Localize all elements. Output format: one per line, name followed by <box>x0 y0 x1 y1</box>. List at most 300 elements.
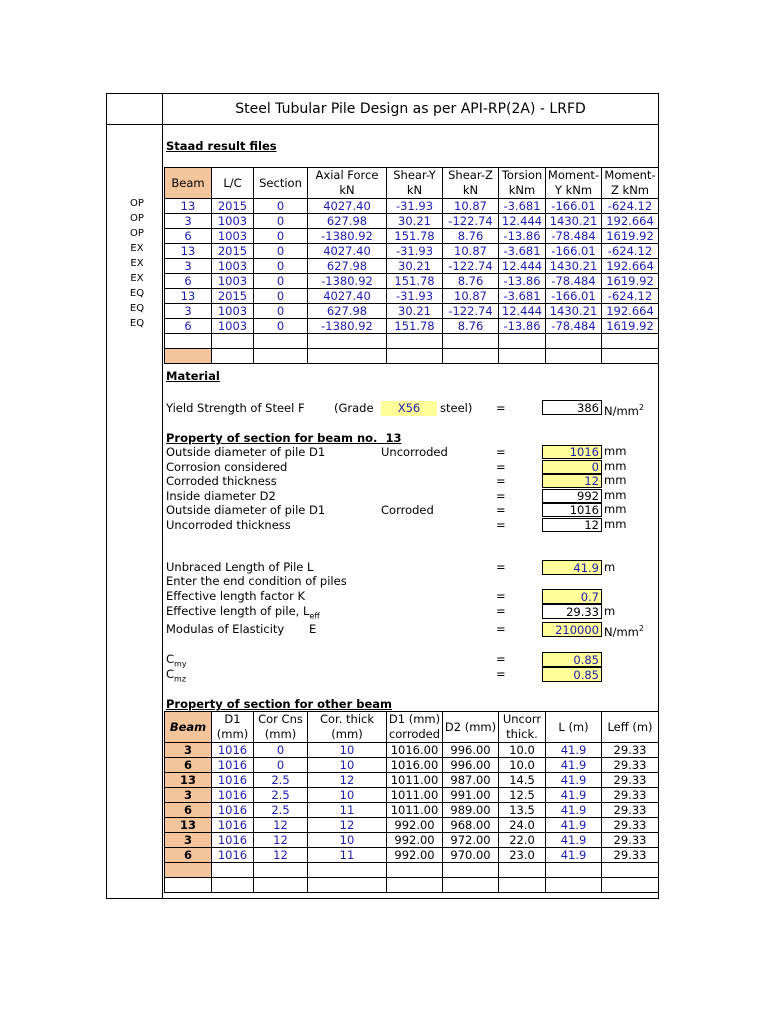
other-header-cell-line1: D1 <box>224 712 241 726</box>
empty-cell <box>499 863 546 878</box>
staad-cell: 13 <box>165 244 212 259</box>
other-cell: 11 <box>308 848 387 863</box>
effective-length-factor-label: Effective length factor K <box>166 589 306 603</box>
table-row <box>165 833 659 848</box>
other-cell: 0 <box>254 743 308 758</box>
staad-cell: 8.76 <box>443 229 499 244</box>
staad-cell: 1003 <box>212 274 254 289</box>
other-beam-heading: Property of section for other beam <box>166 697 393 711</box>
other-cell: 24.0 <box>499 818 546 833</box>
staad-header-cell-line2: kN <box>339 183 355 197</box>
staad-cell: 0 <box>254 214 308 229</box>
equals-sign: = <box>496 445 506 459</box>
staad-header-cell <box>546 168 602 199</box>
staad-cell: -1380.92 <box>308 319 387 334</box>
staad-cell: -1380.92 <box>308 274 387 289</box>
yield-strength-value: 386 <box>542 400 602 415</box>
load-case-label: OP <box>130 228 144 239</box>
other-cell: 1016 <box>212 788 254 803</box>
other-cell: 14.5 <box>499 773 546 788</box>
other-header-cell-line2: corroded <box>388 727 441 741</box>
cmy-input[interactable]: 0.85 <box>542 652 602 667</box>
unbraced-length-input[interactable]: 41.9 <box>542 560 602 575</box>
other-cell: 12.5 <box>499 788 546 803</box>
empty-cell <box>165 334 212 349</box>
section-beam-number: 13 <box>385 431 402 445</box>
other-cell: 1016 <box>212 818 254 833</box>
staad-cell: 151.78 <box>387 274 443 289</box>
load-case-label: EX <box>130 258 144 269</box>
modulus-elasticity-symbol: E <box>309 622 317 636</box>
other-cell: 13 <box>165 818 212 833</box>
equals-sign: = <box>496 622 506 636</box>
other-cell: 12 <box>254 818 308 833</box>
empty-cell <box>212 349 254 364</box>
staad-cell: 1430.21 <box>546 259 602 274</box>
staad-header-cell <box>387 168 443 199</box>
staad-cell: -78.484 <box>546 274 602 289</box>
staad-cell: 12.444 <box>499 304 546 319</box>
other-cell: 41.9 <box>546 758 602 773</box>
other-cell: 1016 <box>212 743 254 758</box>
staad-cell: 192.664 <box>602 214 659 229</box>
staad-cell: 6 <box>165 274 212 289</box>
cmz-label: $C_{mz}$ <box>166 667 187 684</box>
other-cell: 41.9 <box>546 803 602 818</box>
other-cell: 1011.00 <box>387 773 443 788</box>
staad-header-cell-line1: Shear-Z <box>448 168 493 182</box>
other-cell: 29.33 <box>602 833 659 848</box>
section-row-note: Uncorroded <box>381 445 448 459</box>
other-cell: 41.9 <box>546 818 602 833</box>
grade-close-label: steel) <box>440 401 473 415</box>
staad-cell: 1619.92 <box>602 319 659 334</box>
other-cell: 29.33 <box>602 818 659 833</box>
other-cell: 41.9 <box>546 788 602 803</box>
table-row <box>165 818 659 833</box>
staad-cell: 30.21 <box>387 259 443 274</box>
load-case-label: OP <box>130 213 144 224</box>
empty-cell <box>602 863 659 878</box>
staad-cell: 3 <box>165 214 212 229</box>
other-cell: 41.9 <box>546 833 602 848</box>
load-case-label: EX <box>130 273 144 284</box>
other-header-cell <box>165 712 212 743</box>
unbraced-length-unit: m <box>604 560 616 574</box>
other-cell: 12 <box>254 833 308 848</box>
empty-cell <box>165 863 212 878</box>
staad-cell: 1619.92 <box>602 274 659 289</box>
staad-header-cell-line1: Axial Force <box>315 168 379 182</box>
table-row <box>165 788 659 803</box>
section-row-unit: mm <box>604 458 627 473</box>
staad-header-cell-line2: kN <box>406 183 423 197</box>
load-case-label: EQ <box>129 318 145 329</box>
section-row-input[interactable]: 1016 <box>542 445 602 459</box>
staad-cell: 2015 <box>212 289 254 304</box>
other-cell: 29.33 <box>602 788 659 803</box>
section-row-input[interactable]: 12 <box>542 474 602 488</box>
cmy-label: $C_{my}$ <box>166 652 187 669</box>
empty-cell <box>212 334 254 349</box>
empty-cell <box>254 863 308 878</box>
section-row-label: Inside diameter D2 <box>166 488 276 503</box>
staad-cell: 151.78 <box>387 229 443 244</box>
other-cell: 3 <box>165 833 212 848</box>
other-header-cell <box>602 712 659 743</box>
staad-header-cell <box>602 168 659 199</box>
other-header-cell-line2: (mm) <box>216 727 249 741</box>
other-cell: 10 <box>308 743 387 758</box>
staad-header-cell-line1: Torsion <box>501 168 543 182</box>
other-cell: 996.00 <box>443 743 499 758</box>
staad-cell: 1003 <box>212 304 254 319</box>
staad-header-cell-line2: kNm <box>508 183 536 197</box>
other-header-cell <box>308 712 387 743</box>
other-cell: 2.5 <box>254 788 308 803</box>
staad-header-cell-line2: Z kNm <box>611 183 649 197</box>
staad-cell: -3.681 <box>499 289 546 304</box>
empty-cell <box>254 349 308 364</box>
other-header-cell-line1: Cor. thick <box>319 712 375 726</box>
table-row <box>165 773 659 788</box>
section-row-unit: mm <box>604 487 627 502</box>
staad-cell: -166.01 <box>546 199 602 214</box>
empty-cell <box>308 334 387 349</box>
staad-cell: -3.681 <box>499 199 546 214</box>
other-header-cell-line1: D2 (mm) <box>444 720 497 734</box>
end-condition-label: Enter the end condition of piles <box>166 574 347 588</box>
staad-cell: -624.12 <box>602 199 659 214</box>
staad-header-cell <box>308 168 387 199</box>
page-title: Steel Tubular Pile Design as per API-RP(2A) - LRFD <box>235 101 586 117</box>
title-divider <box>106 124 659 125</box>
staad-cell: -166.01 <box>546 244 602 259</box>
staad-cell: 0 <box>254 289 308 304</box>
staad-cell: 1430.21 <box>546 304 602 319</box>
empty-cell <box>443 334 499 349</box>
other-header-cell <box>546 712 602 743</box>
table-row <box>165 229 659 244</box>
staad-header-cell <box>212 168 254 199</box>
section-row-label: Corrosion considered <box>166 459 288 474</box>
staad-cell: 0 <box>254 304 308 319</box>
staad-header-cell-line1: Shear-Y <box>393 168 436 182</box>
staad-cell: 12.444 <box>499 259 546 274</box>
load-case-label: EQ <box>129 303 145 314</box>
staad-cell: 13 <box>165 199 212 214</box>
staad-cell: 1003 <box>212 259 254 274</box>
cmz-input[interactable]: 0.85 <box>542 667 602 682</box>
staad-cell: 3 <box>165 259 212 274</box>
other-header-cell-line2: (mm) <box>331 727 363 741</box>
staad-cell: -624.12 <box>602 289 659 304</box>
staad-cell: 4027.40 <box>308 244 387 259</box>
staad-cell: 1003 <box>212 214 254 229</box>
other-header-cell-line1: Leff (m) <box>607 720 653 734</box>
empty-cell <box>602 349 659 364</box>
table-row <box>165 758 659 773</box>
empty-row <box>165 878 659 893</box>
staad-results-table <box>164 167 659 364</box>
staad-cell: 0 <box>254 244 308 259</box>
staad-cell: -78.484 <box>546 319 602 334</box>
other-cell: 12 <box>254 848 308 863</box>
effective-length-value: 29.33 <box>542 604 602 619</box>
other-cell: 992.00 <box>387 818 443 833</box>
empty-cell <box>212 878 254 893</box>
other-cell: 41.9 <box>546 743 602 758</box>
staad-cell: -166.01 <box>546 289 602 304</box>
yield-strength-unit: $N/mm^2$ <box>604 403 644 418</box>
staad-cell: 0 <box>254 199 308 214</box>
other-cell: 968.00 <box>443 818 499 833</box>
table-row <box>165 244 659 259</box>
staad-header-cell-line2: Y kNm <box>554 183 593 197</box>
staad-cell: 10.87 <box>443 244 499 259</box>
section-row-unit: mm <box>604 473 627 487</box>
empty-cell <box>387 863 443 878</box>
empty-cell <box>387 349 443 364</box>
staad-cell: -122.74 <box>443 214 499 229</box>
unbraced-length-label: Unbraced Length of Pile L <box>166 560 314 574</box>
table-row <box>165 274 659 289</box>
other-cell: 29.33 <box>602 773 659 788</box>
staad-cell: 8.76 <box>443 319 499 334</box>
empty-cell <box>546 349 602 364</box>
staad-header-cell-line1: Moment- <box>604 168 656 182</box>
empty-cell <box>165 878 212 893</box>
equals-sign: = <box>496 459 506 474</box>
steel-grade-input[interactable]: X56 <box>381 401 437 416</box>
other-cell: 23.0 <box>499 848 546 863</box>
section-row-label: Uncorroded thickness <box>166 517 291 532</box>
other-cell: 12 <box>308 773 387 788</box>
other-cell: 10 <box>308 833 387 848</box>
effective-length-label: Effective length of pile, $L_{eff}$ <box>166 604 320 621</box>
other-cell: 11 <box>308 803 387 818</box>
staad-header-cell-line1: L/C <box>223 176 242 190</box>
other-cell: 10 <box>308 758 387 773</box>
other-beam-table <box>164 711 659 893</box>
section-row-label: Corroded thickness <box>166 474 277 488</box>
grade-open-label: (Grade <box>334 401 374 415</box>
effective-length-factor-input[interactable]: 0.7 <box>542 589 602 604</box>
staad-cell: 4027.40 <box>308 199 387 214</box>
staad-header-cell-line1: Moment- <box>547 168 600 182</box>
table-row <box>165 743 659 758</box>
equals-sign: = <box>496 401 506 415</box>
equals-sign: = <box>496 503 506 517</box>
empty-cell <box>602 878 659 893</box>
staad-cell: 2015 <box>212 199 254 214</box>
staad-cell: 1003 <box>212 319 254 334</box>
equals-sign: = <box>496 560 506 574</box>
staad-cell: 6 <box>165 319 212 334</box>
staad-cell: -31.93 <box>387 289 443 304</box>
empty-cell <box>546 878 602 893</box>
staad-header-cell <box>443 168 499 199</box>
empty-cell <box>308 878 387 893</box>
empty-row <box>165 349 659 364</box>
equals-sign: = <box>496 488 506 503</box>
staad-cell: 8.76 <box>443 274 499 289</box>
table-row <box>165 214 659 229</box>
staad-cell: -122.74 <box>443 304 499 319</box>
empty-cell <box>254 878 308 893</box>
staad-header-cell <box>165 168 212 199</box>
empty-cell <box>308 349 387 364</box>
modulus-elasticity-input[interactable]: 210000 <box>542 622 602 637</box>
other-header-cell-line2: (mm) <box>264 727 297 741</box>
empty-row <box>165 334 659 349</box>
other-cell: 970.00 <box>443 848 499 863</box>
section-row-value: 992 <box>542 489 602 503</box>
other-cell: 992.00 <box>387 848 443 863</box>
other-cell: 29.33 <box>602 758 659 773</box>
empty-cell <box>387 878 443 893</box>
table-row <box>165 848 659 863</box>
staad-cell: 1430.21 <box>546 214 602 229</box>
empty-cell <box>212 863 254 878</box>
empty-cell <box>443 878 499 893</box>
staad-cell: 30.21 <box>387 214 443 229</box>
equals-sign: = <box>496 604 506 618</box>
staad-cell: 4027.40 <box>308 289 387 304</box>
other-header-cell <box>212 712 254 743</box>
empty-cell <box>254 334 308 349</box>
yield-strength-label: Yield Strength of Steel F <box>166 401 305 415</box>
staad-cell: 627.98 <box>308 214 387 229</box>
staad-cell: 6 <box>165 229 212 244</box>
other-cell: 1016.00 <box>387 743 443 758</box>
section-row-value: 1016 <box>542 503 602 517</box>
staad-cell: 192.664 <box>602 259 659 274</box>
section-row-unit: mm <box>604 444 627 458</box>
staad-cell: 151.78 <box>387 319 443 334</box>
staad-header-cell-line1: Beam <box>171 176 205 190</box>
section-row-input[interactable]: 0 <box>542 460 602 474</box>
table-row <box>165 803 659 818</box>
staad-header-cell-line1: Section <box>259 176 302 190</box>
empty-cell <box>443 863 499 878</box>
load-case-label: OP <box>130 198 144 209</box>
staad-header-cell-line2: kN <box>462 183 479 197</box>
other-cell: 13 <box>165 773 212 788</box>
other-cell: 10.0 <box>499 743 546 758</box>
staad-cell: -122.74 <box>443 259 499 274</box>
other-cell: 29.33 <box>602 743 659 758</box>
staad-cell: 2015 <box>212 244 254 259</box>
other-cell: 989.00 <box>443 803 499 818</box>
empty-cell <box>443 349 499 364</box>
other-cell: 29.33 <box>602 848 659 863</box>
other-cell: 29.33 <box>602 803 659 818</box>
table-row <box>165 259 659 274</box>
other-cell: 2.5 <box>254 803 308 818</box>
other-cell: 3 <box>165 743 212 758</box>
staad-cell: 1003 <box>212 229 254 244</box>
other-cell: 996.00 <box>443 758 499 773</box>
equals-sign: = <box>496 474 506 488</box>
section-row-note: Corroded <box>381 503 434 517</box>
equals-sign: = <box>496 517 506 532</box>
staad-cell: 0 <box>254 259 308 274</box>
empty-row <box>165 863 659 878</box>
effective-length-unit: m <box>604 604 616 618</box>
other-cell: 1011.00 <box>387 788 443 803</box>
other-cell: 6 <box>165 758 212 773</box>
staad-cell: -13.86 <box>499 319 546 334</box>
other-header-cell-line1: Beam <box>169 720 207 734</box>
equals-sign: = <box>496 667 506 681</box>
other-cell: 972.00 <box>443 833 499 848</box>
staad-cell: -13.86 <box>499 229 546 244</box>
other-cell: 6 <box>165 848 212 863</box>
other-header-cell <box>499 712 546 743</box>
staad-cell: 3 <box>165 304 212 319</box>
table-row <box>165 319 659 334</box>
sheet-left-column-divider <box>162 93 163 899</box>
other-cell: 10.0 <box>499 758 546 773</box>
staad-cell: 627.98 <box>308 259 387 274</box>
other-cell: 1016 <box>212 833 254 848</box>
other-cell: 12 <box>308 818 387 833</box>
staad-cell: 0 <box>254 274 308 289</box>
modulus-elasticity-label: Modulas of Elasticity <box>166 622 285 636</box>
staad-cell: 627.98 <box>308 304 387 319</box>
other-header-cell-line1: L (m) <box>558 720 589 734</box>
other-header-cell-line1: Uncorr <box>502 712 542 726</box>
empty-cell <box>499 878 546 893</box>
empty-cell <box>602 334 659 349</box>
empty-cell <box>387 334 443 349</box>
section-row-label: Outside diameter of pile D1 <box>166 503 326 517</box>
staad-cell: 1619.92 <box>602 229 659 244</box>
staad-cell: 0 <box>254 229 308 244</box>
staad-cell: -78.484 <box>546 229 602 244</box>
other-cell: 1016 <box>212 758 254 773</box>
other-cell: 3 <box>165 788 212 803</box>
staad-cell: 10.87 <box>443 289 499 304</box>
staad-cell: 10.87 <box>443 199 499 214</box>
equals-sign: = <box>496 652 506 666</box>
staad-cell: -1380.92 <box>308 229 387 244</box>
section-row-value: 12 <box>542 518 602 532</box>
other-cell: 1016 <box>212 848 254 863</box>
section-row-unit: mm <box>604 502 627 516</box>
other-header-cell-line1: D1 (mm) <box>388 712 441 726</box>
other-header-cell-line2: thick. <box>506 727 538 741</box>
modulus-elasticity-unit: $N/mm^2$ <box>604 624 644 639</box>
empty-cell <box>499 349 546 364</box>
empty-cell <box>546 334 602 349</box>
staad-cell: 0 <box>254 319 308 334</box>
staad-cell: -13.86 <box>499 274 546 289</box>
other-cell: 41.9 <box>546 848 602 863</box>
staad-heading: Staad result files <box>166 139 277 153</box>
staad-cell: 192.664 <box>602 304 659 319</box>
other-header-cell <box>387 712 443 743</box>
empty-cell <box>499 334 546 349</box>
other-cell: 41.9 <box>546 773 602 788</box>
other-cell: 10 <box>308 788 387 803</box>
other-cell: 1011.00 <box>387 803 443 818</box>
other-cell: 0 <box>254 758 308 773</box>
equals-sign: = <box>496 589 506 603</box>
section-row-label: Outside diameter of pile D1 <box>166 445 326 459</box>
other-header-cell-line1: Cor Cns <box>258 712 303 726</box>
